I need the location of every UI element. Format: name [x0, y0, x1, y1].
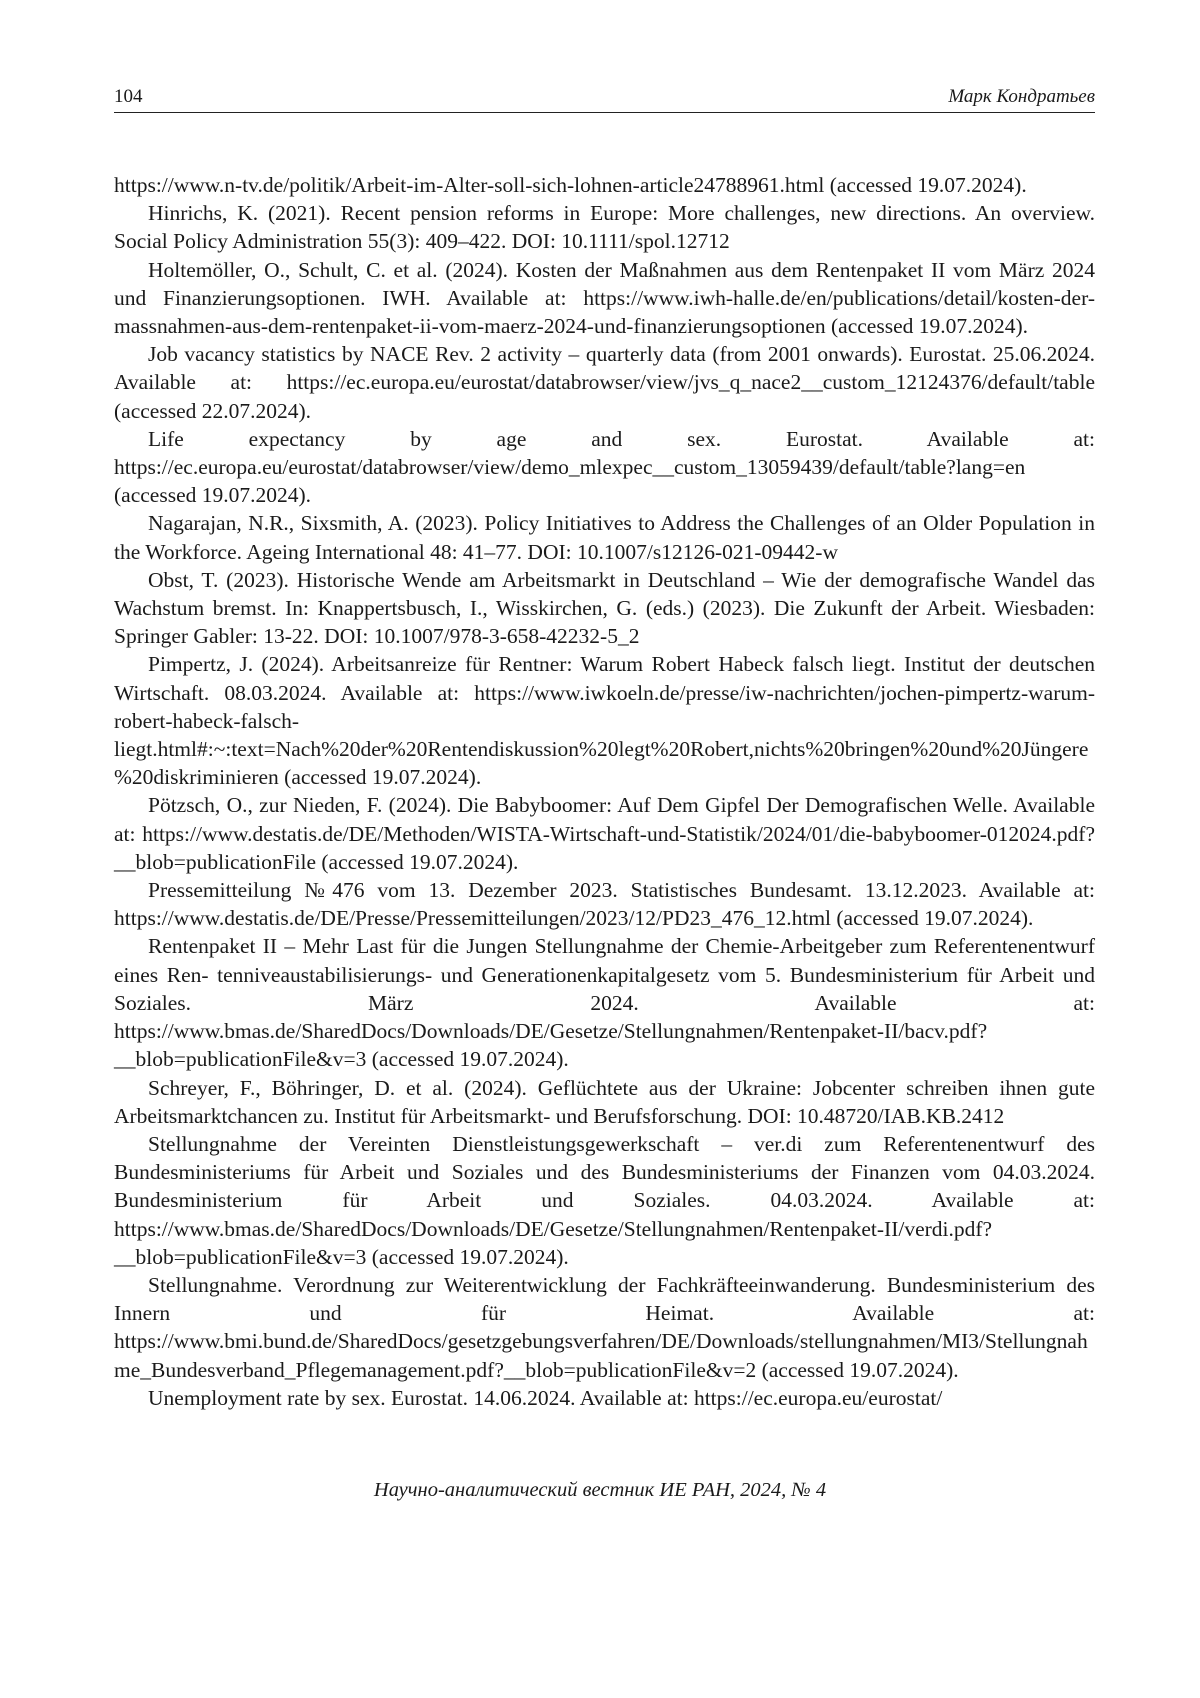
reference-item: Hinrichs, K. (2021). Recent pension reforms in Europe: More challenges, new directions. An overview. Social Policy Administration 55(3): 409–422. DOI: 10.1111/spol.12712 [114, 201, 1095, 254]
page-number: 104 [114, 86, 143, 107]
journal-footer: Научно-аналитический вестник ИЕ РАН, 2024, № 4 [373, 1479, 827, 1501]
reference-item: Life expectancy by age and sex. Eurostat. Available at: https://ec.europa.eu/eurostat/databrowser/view/demo_mlexpec__custom_13059439/default/table?lang=en (accessed 19.07.2024). [114, 426, 1095, 508]
reference-item: Rentenpaket II – Mehr Last für die Jungen Stellungnahme der Chemie-Arbeitgeber zum Referentenentwurf eines Ren- tenniveaustabilisierungs- und Generationenkapitalgesetz vom 5. Bundesministerium für Arbeit und Soziales. März 2024. Available at: https://www.bmas.de/SharedDocs/Downloads/DE/Gesetze/Stellungnahmen/Rentenpaket-II/bacv.pdf?__blob=publicationFile&v=3 (accessed 19.07.2024). [114, 934, 1095, 1072]
reference-item: Stellungnahme. Verordnung zur Weiterentwicklung der Fachkräfteeinwanderung. Bundesministerium des Innern und für Heimat. Available at: https://www.bmi.bund.de/SharedDocs/gesetzgebungsverfahren/DE/Downloads/stellungnahmen/MI3/Stellungnahme_Bundesverband_Pflegemanagement.pdf?__blob=publicationFile&v=2 (accessed 19.07.2024). [114, 1272, 1095, 1382]
running-head-author: Марк Кондратьев [948, 86, 1095, 107]
reference-item: https://www.n-tv.de/politik/Arbeit-im-Alter-soll-sich-lohnen-article24788961.html (accessed 19.07.2024). [114, 173, 1027, 197]
reference-list [114, 171, 1095, 1412]
page-header [114, 82, 1095, 113]
reference-item: Nagarajan, N.R., Sixsmith, A. (2023). Policy Initiatives to Address the Challenges of an Older Population in the Workforce. Ageing International 48: 41–77. DOI: 10.1007/s12126-021-09442-w [114, 511, 1095, 564]
reference-item: Pressemitteilung №476 vom 13. Dezember 2023. Statistisches Bundesamt. 13.12.2023. Available at: https://www.destatis.de/DE/Presse/Pressemitteilungen/2023/12/PD23_476_12.html (accessed 19.07.2024). [114, 878, 1095, 931]
reference-item: Pimpertz, J. (2024). Arbeitsanreize für Rentner: Warum Robert Habeck falsch liegt. Institut der deutschen Wirtschaft. 08.03.2024. Available at: https://www.iwkoeln.de/presse/iw-nachrichten/jochen-pimpertz-warum-robert-habeck-falsch-liegt.html#:~:text=Nach%20der%20Rentendiskussion%20legt%20Robert,nichts%20bringen%20und%20Jüngere%20diskriminieren (accessed 19.07.2024). [114, 652, 1095, 790]
reference-item: Pötzsch, O., zur Nieden, F. (2024). Die Babyboomer: Auf Dem Gipfel Der Demografischen Welle. Available at: https://www.destatis.de/DE/Methoden/WISTA-Wirtschaft-und-Statistik/2024/01/die-babyboomer-012024.pdf?__blob=publicationFile (accessed 19.07.2024). [114, 793, 1095, 874]
reference-item: Holtemöller, O., Schult, C. et al. (2024). Kosten der Maßnahmen aus dem Rentenpaket II vom März 2024 und Finanzierungsoptionen. IWH. Available at: https://www.iwh-halle.de/en/publications/detail/kosten-der-massnahmen-aus-dem-rentenpaket-ii-vom-maerz-2024-und-finanzierungsoptionen (accessed 19.07.2024). [114, 257, 1095, 339]
reference-item: Job vacancy statistics by NACE Rev. 2 activity – quarterly data (from 2001 onwards). Eurostat. 25.06.2024. Available at: https://ec.europa.eu/eurostat/databrowser/view/jvs_q_nace2__custom_12124376/default/table (accessed 22.07.2024). [114, 342, 1095, 423]
reference-item: Stellungnahme der Vereinten Dienstleistungsgewerkschaft – ver.di zum Referentenentwurf des Bundesministeriums für Arbeit und Soziales und des Bundesministeriums der Finanzen vom 04.03.2024. Bundesministerium für Arbeit und Soziales. 04.03.2024. Available at: https://www.bmas.de/SharedDocs/Downloads/DE/Gesetze/Stellungnahmen/Rentenpaket-II/verdi.pdf?__blob=publicationFile&v=3 (accessed 19.07.2024). [114, 1131, 1095, 1269]
reference-item: Obst, T. (2023). Historische Wende am Arbeitsmarkt in Deutschland – Wie der demografische Wandel das Wachstum bremst. In: Knappertsbusch, I., Wisskirchen, G. (eds.) (2023). Die Zukunft der Arbeit. Wiesbaden: Springer Gabler: 13-22. DOI: 10.1007/978-3-658-42232-5_2 [114, 567, 1095, 649]
reference-item: Unemployment rate by sex. Eurostat. 14.06.2024. Available at: https://ec.europa.eu/eurostat/ [148, 1385, 943, 1410]
reference-item: Schreyer, F., Böhringer, D. et al. (2024). Geflüchtete aus der Ukraine: Jobcenter schreiben ihnen gute Arbeitsmarktchancen zu. Institut für Arbeitsmarkt- und Berufsforschung. DOI: 10.48720/IAB.KB.2412 [114, 1075, 1095, 1128]
